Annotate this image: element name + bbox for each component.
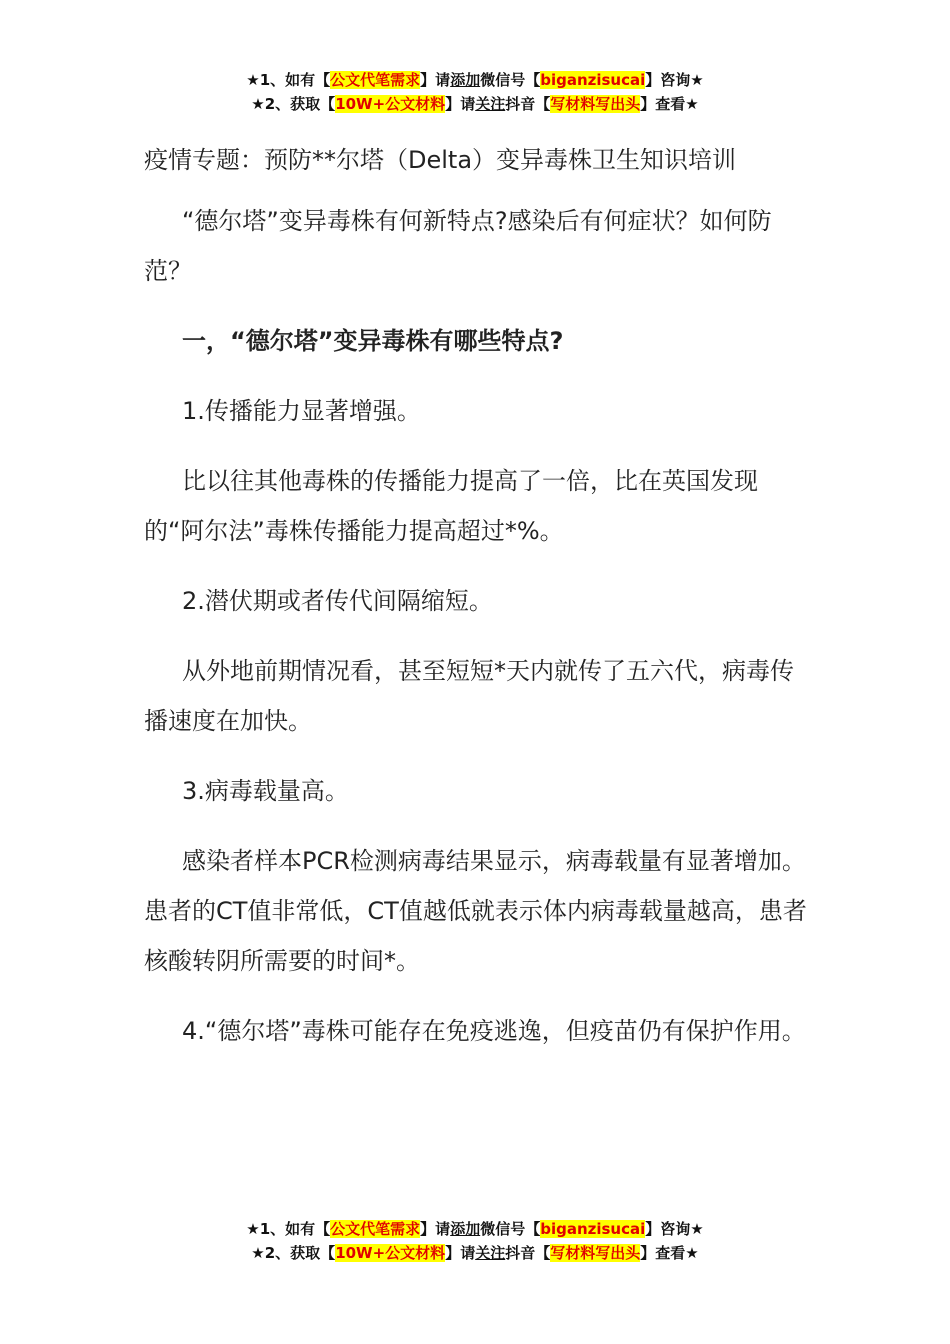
top-banner <box>0 68 950 116</box>
intro-paragraph: “德尔塔”变异毒株有何新特点?感染后有何症状？如何防范？ <box>144 207 772 285</box>
banner-text: 微信号【 <box>480 1220 541 1238</box>
banner-underlined: 添加 <box>450 1220 481 1238</box>
banner-highlight: 10W+公文材料 <box>335 95 446 113</box>
banner-text: 微信号【 <box>480 71 541 89</box>
banner-highlight: 写材料写出头 <box>550 1244 641 1262</box>
point-heading: 3.病毒载量高。 <box>182 777 349 805</box>
banner-highlight: 写材料写出头 <box>550 95 641 113</box>
banner-highlight: 公文代笔需求 <box>330 71 421 89</box>
point-heading: 4.“德尔塔”毒株可能存在免疫逃逸，但疫苗仍有保护作用。 <box>182 1017 806 1045</box>
banner-highlight: biganzisucai <box>540 1220 646 1238</box>
document-title: 疫情专题：预防**尔塔（Delta）变异毒株卫生知识培训 <box>144 146 737 174</box>
body-paragraph: 从外地前期情况看，甚至短短*天内就传了五六代，病毒传播速度在加快。 <box>144 657 794 735</box>
banner-highlight: 公文代笔需求 <box>330 1220 421 1238</box>
banner-text: 抖音【 <box>505 1244 551 1262</box>
body-paragraph: 比以往其他毒株的传播能力提高了一倍，比在英国发现的“阿尔法”毒株传播能力提高超过*%。 <box>144 467 758 545</box>
banner-text: 】查看★ <box>640 95 699 113</box>
banner-line-1 <box>0 1217 950 1241</box>
banner-highlight: biganzisucai <box>540 71 646 89</box>
banner-text: 】请 <box>420 1220 451 1238</box>
point-heading: 1.传播能力显著增强。 <box>182 397 421 425</box>
banner-underlined: 关注 <box>475 1244 506 1262</box>
banner-underlined: 关注 <box>475 95 506 113</box>
banner-text: 】请 <box>420 71 451 89</box>
banner-text: ★1、如有【 <box>246 71 331 89</box>
banner-highlight: 10W+公文材料 <box>335 1244 446 1262</box>
banner-text: 】咨询★ <box>645 1220 704 1238</box>
banner-text: ★2、获取【 <box>251 95 336 113</box>
bottom-banner <box>0 1217 950 1265</box>
banner-line-1 <box>0 68 950 92</box>
point-heading: 2.潜伏期或者传代间隔缩短。 <box>182 587 493 615</box>
banner-text: 】请 <box>445 1244 476 1262</box>
banner-line-2 <box>0 1241 950 1265</box>
banner-line-2 <box>0 92 950 116</box>
banner-text: ★2、获取【 <box>251 1244 336 1262</box>
section-heading: 一，“德尔塔”变异毒株有哪些特点? <box>182 327 564 355</box>
banner-text: 】查看★ <box>640 1244 699 1262</box>
body-paragraph: 感染者样本PCR检测病毒结果显示，病毒载量有显著增加。患者的CT值非常低，CT值越低就表示体内病毒载量越高，患者核酸转阴所需要的时间*。 <box>144 847 807 975</box>
banner-text: 】咨询★ <box>645 71 704 89</box>
banner-text: 】请 <box>445 95 476 113</box>
banner-text: ★1、如有【 <box>246 1220 331 1238</box>
banner-text: 抖音【 <box>505 95 551 113</box>
document-body <box>144 144 808 1076</box>
banner-underlined: 添加 <box>450 71 481 89</box>
